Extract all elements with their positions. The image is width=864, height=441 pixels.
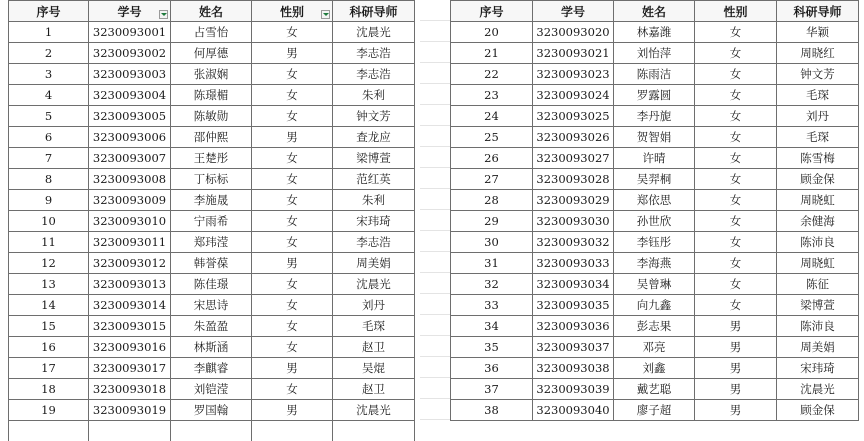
table-row [9, 316, 415, 337]
cell-advisor[interactable]: 刘丹 [333, 295, 415, 316]
table-row [451, 43, 859, 64]
left-student-table [8, 0, 415, 441]
cell-advisor[interactable]: 范红英 [333, 169, 415, 190]
cell-index[interactable]: 18 [9, 379, 89, 400]
cell-student-id[interactable]: 3230093003 [89, 64, 171, 85]
cell-student-id[interactable]: 3230093034 [533, 274, 614, 295]
header-gender[interactable] [252, 1, 333, 22]
cell-index[interactable]: 25 [451, 127, 533, 148]
cell-advisor[interactable]: 梁博萱 [333, 148, 415, 169]
cell-gender[interactable]: 女 [252, 295, 333, 316]
cell-student-id[interactable]: 3230093028 [533, 169, 614, 190]
cell-student-id[interactable]: 3230093001 [89, 22, 171, 43]
cell-name[interactable]: 邓亮 [614, 337, 695, 358]
table-row [451, 64, 859, 85]
cell-index[interactable]: 19 [9, 400, 89, 421]
cell-index[interactable]: 8 [9, 169, 89, 190]
cell-student-id[interactable]: 3230093040 [533, 400, 614, 421]
table-row [451, 232, 859, 253]
cell-index[interactable]: 23 [451, 85, 533, 106]
table-row [451, 295, 859, 316]
table-row [451, 106, 859, 127]
header-student-id[interactable]: 学号 [533, 1, 614, 22]
cell-name[interactable]: 宋思诗 [171, 295, 252, 316]
cell-index[interactable]: 7 [9, 148, 89, 169]
cell-advisor[interactable]: 华颖 [777, 22, 859, 43]
empty-cell[interactable] [252, 421, 333, 441]
cell-student-id[interactable]: 3230093004 [89, 85, 171, 106]
cell-name[interactable]: 陈佳璟 [171, 274, 252, 295]
cell-advisor[interactable]: 钟文芳 [333, 106, 415, 127]
cell-index[interactable]: 22 [451, 64, 533, 85]
cell-advisor[interactable]: 周美娟 [333, 253, 415, 274]
cell-name[interactable]: 李钰彤 [614, 232, 695, 253]
header-name[interactable]: 姓名 [171, 1, 252, 22]
table-row [451, 190, 859, 211]
cell-student-id[interactable]: 3230093030 [533, 211, 614, 232]
cell-student-id[interactable]: 3230093016 [89, 337, 171, 358]
table-row [9, 337, 415, 358]
cell-student-id[interactable]: 3230093020 [533, 22, 614, 43]
cell-index[interactable]: 29 [451, 211, 533, 232]
cell-index[interactable]: 5 [9, 106, 89, 127]
cell-advisor[interactable]: 顾金保 [777, 400, 859, 421]
cell-gender[interactable]: 女 [695, 22, 777, 43]
empty-grid-gap [420, 0, 450, 428]
empty-cell[interactable] [333, 421, 415, 441]
cell-advisor[interactable]: 赵卫 [333, 337, 415, 358]
cell-index[interactable]: 36 [451, 358, 533, 379]
cell-name[interactable]: 朱盈盈 [171, 316, 252, 337]
cell-name[interactable]: 彭志果 [614, 316, 695, 337]
cell-student-id[interactable]: 3230093012 [89, 253, 171, 274]
cell-index[interactable]: 12 [9, 253, 89, 274]
table-row [9, 22, 415, 43]
cell-gender[interactable]: 男 [252, 127, 333, 148]
cell-advisor[interactable]: 吴焜 [333, 358, 415, 379]
header-gender[interactable]: 性别 [695, 1, 777, 22]
cell-gender[interactable]: 女 [252, 379, 333, 400]
cell-index[interactable]: 17 [9, 358, 89, 379]
cell-gender[interactable]: 女 [695, 43, 777, 64]
cell-advisor[interactable]: 周晓虹 [777, 253, 859, 274]
cell-advisor[interactable]: 陈沛良 [777, 232, 859, 253]
cell-student-id[interactable]: 3230093011 [89, 232, 171, 253]
cell-name[interactable]: 宁雨希 [171, 211, 252, 232]
header-index[interactable]: 序号 [451, 1, 533, 22]
cell-name[interactable]: 张淑娴 [171, 64, 252, 85]
cell-student-id[interactable]: 3230093039 [533, 379, 614, 400]
cell-index[interactable]: 35 [451, 337, 533, 358]
cell-advisor[interactable]: 查龙应 [333, 127, 415, 148]
filter-dropdown-icon[interactable] [159, 10, 168, 19]
table-row [451, 358, 859, 379]
cell-gender[interactable]: 女 [252, 190, 333, 211]
cell-student-id[interactable]: 3230093017 [89, 358, 171, 379]
cell-name[interactable]: 孙世欣 [614, 211, 695, 232]
cell-name[interactable]: 陈璟楣 [171, 85, 252, 106]
cell-student-id[interactable]: 3230093018 [89, 379, 171, 400]
header-advisor[interactable]: 科研导师 [777, 1, 859, 22]
cell-gender[interactable]: 女 [252, 22, 333, 43]
cell-name[interactable]: 韩誉葆 [171, 253, 252, 274]
cell-student-id[interactable]: 3230093009 [89, 190, 171, 211]
cell-advisor[interactable]: 沈晨光 [333, 400, 415, 421]
cell-student-id[interactable]: 3230093021 [533, 43, 614, 64]
cell-name[interactable]: 邵仲熙 [171, 127, 252, 148]
cell-gender[interactable]: 女 [695, 232, 777, 253]
table-row [9, 127, 415, 148]
cell-gender[interactable]: 男 [252, 253, 333, 274]
cell-index[interactable]: 21 [451, 43, 533, 64]
table-row [9, 169, 415, 190]
table-row [451, 127, 859, 148]
cell-name[interactable]: 李海燕 [614, 253, 695, 274]
cell-index[interactable]: 27 [451, 169, 533, 190]
cell-student-id[interactable]: 3230093024 [533, 85, 614, 106]
cell-index[interactable]: 15 [9, 316, 89, 337]
cell-advisor[interactable]: 钟文芳 [777, 64, 859, 85]
cell-advisor[interactable]: 毛琛 [777, 85, 859, 106]
header-name[interactable]: 姓名 [614, 1, 695, 22]
cell-advisor[interactable]: 顾金保 [777, 169, 859, 190]
cell-index[interactable]: 20 [451, 22, 533, 43]
cell-student-id[interactable]: 3230093037 [533, 337, 614, 358]
table-row [9, 43, 415, 64]
empty-cell[interactable] [171, 421, 252, 441]
cell-index[interactable]: 24 [451, 106, 533, 127]
cell-gender[interactable]: 女 [695, 190, 777, 211]
cell-student-id[interactable]: 3230093014 [89, 295, 171, 316]
cell-name[interactable]: 陈敏勋 [171, 106, 252, 127]
cell-gender[interactable]: 女 [695, 127, 777, 148]
cell-advisor[interactable]: 李志浩 [333, 232, 415, 253]
cell-student-id[interactable]: 3230093008 [89, 169, 171, 190]
cell-gender[interactable]: 女 [252, 211, 333, 232]
cell-name[interactable]: 许晴 [614, 148, 695, 169]
cell-name[interactable]: 刘怡萍 [614, 43, 695, 64]
cell-advisor[interactable]: 沈晨光 [333, 274, 415, 295]
table-row [451, 337, 859, 358]
table-row [451, 22, 859, 43]
cell-index[interactable]: 9 [9, 190, 89, 211]
cell-advisor[interactable]: 沈晨光 [333, 22, 415, 43]
cell-index[interactable]: 2 [9, 43, 89, 64]
cell-advisor[interactable]: 毛琛 [333, 316, 415, 337]
cell-student-id[interactable]: 3230093026 [533, 127, 614, 148]
cell-index[interactable]: 16 [9, 337, 89, 358]
cell-student-id[interactable]: 3230093013 [89, 274, 171, 295]
cell-advisor[interactable]: 余健海 [777, 211, 859, 232]
cell-name[interactable]: 刘鑫 [614, 358, 695, 379]
cell-advisor[interactable]: 陈征 [777, 274, 859, 295]
cell-gender[interactable]: 女 [252, 64, 333, 85]
cell-student-id[interactable]: 3230093015 [89, 316, 171, 337]
right-student-table [450, 0, 859, 421]
cell-gender[interactable]: 男 [695, 337, 777, 358]
cell-student-id[interactable]: 3230093027 [533, 148, 614, 169]
cell-advisor[interactable]: 陈沛良 [777, 316, 859, 337]
cell-index[interactable]: 1 [9, 22, 89, 43]
table-row [451, 274, 859, 295]
cell-gender[interactable]: 女 [252, 232, 333, 253]
table-row [9, 106, 415, 127]
cell-student-id[interactable]: 3230093029 [533, 190, 614, 211]
table-row [451, 211, 859, 232]
cell-name[interactable]: 罗露圆 [614, 85, 695, 106]
table-row [451, 253, 859, 274]
cell-gender[interactable]: 男 [695, 379, 777, 400]
table-row [9, 358, 415, 379]
cell-advisor[interactable]: 李志浩 [333, 43, 415, 64]
cell-student-id[interactable]: 3230093036 [533, 316, 614, 337]
cell-name[interactable]: 陈雨洁 [614, 64, 695, 85]
cell-name[interactable]: 李丹旎 [614, 106, 695, 127]
cell-student-id[interactable]: 3230093033 [533, 253, 614, 274]
cell-name[interactable]: 占雪怡 [171, 22, 252, 43]
cell-gender[interactable]: 女 [695, 253, 777, 274]
cell-student-id[interactable]: 3230093002 [89, 43, 171, 64]
cell-advisor[interactable]: 沈晨光 [777, 379, 859, 400]
cell-gender[interactable]: 女 [695, 148, 777, 169]
header-student-id[interactable] [89, 1, 171, 22]
cell-gender[interactable]: 女 [695, 274, 777, 295]
cell-advisor[interactable]: 陈雪梅 [777, 148, 859, 169]
cell-name[interactable]: 林斯涵 [171, 337, 252, 358]
table-row [9, 379, 415, 400]
cell-advisor[interactable]: 梁博萱 [777, 295, 859, 316]
cell-student-id[interactable]: 3230093023 [533, 64, 614, 85]
cell-gender[interactable]: 女 [695, 169, 777, 190]
table-row [9, 211, 415, 232]
table-row [9, 148, 415, 169]
cell-name[interactable]: 李麒睿 [171, 358, 252, 379]
table-row [9, 190, 415, 211]
cell-advisor[interactable]: 周晓红 [777, 43, 859, 64]
empty-cell[interactable] [9, 421, 89, 441]
cell-name[interactable]: 何厚德 [171, 43, 252, 64]
cell-advisor[interactable]: 朱利 [333, 190, 415, 211]
table-row [9, 232, 415, 253]
table-row [451, 316, 859, 337]
cell-name[interactable]: 丁标标 [171, 169, 252, 190]
cell-name[interactable]: 郑玮滢 [171, 232, 252, 253]
cell-gender[interactable]: 女 [252, 274, 333, 295]
table-row [9, 274, 415, 295]
cell-name[interactable]: 罗国翰 [171, 400, 252, 421]
table-row [9, 253, 415, 274]
cell-index[interactable]: 33 [451, 295, 533, 316]
cell-name[interactable]: 吴曾琳 [614, 274, 695, 295]
cell-advisor[interactable]: 周晓虹 [777, 190, 859, 211]
cell-gender[interactable]: 女 [252, 148, 333, 169]
cell-index[interactable]: 10 [9, 211, 89, 232]
cell-advisor[interactable]: 赵卫 [333, 379, 415, 400]
table-row [451, 379, 859, 400]
header-gender-label: 性别 [280, 5, 304, 19]
cell-name[interactable]: 王楚彤 [171, 148, 252, 169]
cell-student-id[interactable]: 3230093032 [533, 232, 614, 253]
filter-dropdown-icon[interactable] [321, 10, 330, 19]
cell-index[interactable]: 34 [451, 316, 533, 337]
cell-gender[interactable]: 男 [252, 43, 333, 64]
cell-student-id[interactable]: 3230093038 [533, 358, 614, 379]
header-row [9, 1, 415, 22]
cell-gender[interactable]: 女 [252, 85, 333, 106]
cell-student-id[interactable]: 3230093025 [533, 106, 614, 127]
cell-gender[interactable]: 女 [695, 295, 777, 316]
cell-index[interactable]: 28 [451, 190, 533, 211]
cell-gender[interactable]: 女 [695, 64, 777, 85]
table-row [9, 85, 415, 106]
cell-advisor[interactable]: 李志浩 [333, 64, 415, 85]
header-student-id-label: 学号 [117, 5, 141, 19]
header-advisor[interactable]: 科研导师 [333, 1, 415, 22]
cell-gender[interactable]: 男 [695, 400, 777, 421]
cell-name[interactable]: 戴艺聪 [614, 379, 695, 400]
cell-advisor[interactable]: 宋玮琦 [777, 358, 859, 379]
table-row [9, 64, 415, 85]
table-row [451, 148, 859, 169]
cell-student-id[interactable]: 3230093035 [533, 295, 614, 316]
cell-advisor[interactable]: 毛琛 [777, 127, 859, 148]
cell-gender[interactable]: 男 [695, 316, 777, 337]
cell-name[interactable]: 向九鑫 [614, 295, 695, 316]
cell-gender[interactable]: 男 [252, 400, 333, 421]
header-index[interactable]: 序号 [9, 1, 89, 22]
cell-student-id[interactable]: 3230093019 [89, 400, 171, 421]
cell-name[interactable]: 贺智娟 [614, 127, 695, 148]
cell-index[interactable]: 4 [9, 85, 89, 106]
cell-index[interactable]: 3 [9, 64, 89, 85]
cell-index[interactable]: 37 [451, 379, 533, 400]
cell-name[interactable]: 李施晟 [171, 190, 252, 211]
table-row [9, 295, 415, 316]
cell-gender[interactable]: 女 [252, 169, 333, 190]
table-row [451, 400, 859, 421]
cell-advisor[interactable]: 刘丹 [777, 106, 859, 127]
cell-index[interactable]: 38 [451, 400, 533, 421]
cell-index[interactable]: 11 [9, 232, 89, 253]
cell-advisor[interactable]: 宋玮琦 [333, 211, 415, 232]
cell-gender[interactable]: 女 [252, 106, 333, 127]
header-row [451, 1, 859, 22]
cell-gender[interactable]: 女 [695, 211, 777, 232]
cell-advisor[interactable]: 周美娟 [777, 337, 859, 358]
cell-index[interactable]: 31 [451, 253, 533, 274]
cell-student-id[interactable]: 3230093005 [89, 106, 171, 127]
cell-name[interactable]: 郑依思 [614, 190, 695, 211]
cell-student-id[interactable]: 3230093006 [89, 127, 171, 148]
table-row [451, 169, 859, 190]
cell-gender[interactable]: 女 [252, 337, 333, 358]
cell-index[interactable]: 14 [9, 295, 89, 316]
cell-gender[interactable]: 女 [695, 106, 777, 127]
cell-gender[interactable]: 女 [252, 316, 333, 337]
cell-index[interactable]: 6 [9, 127, 89, 148]
cell-gender[interactable]: 男 [695, 358, 777, 379]
cell-student-id[interactable]: 3230093007 [89, 148, 171, 169]
cell-index[interactable]: 32 [451, 274, 533, 295]
cell-student-id[interactable]: 3230093010 [89, 211, 171, 232]
cell-name[interactable]: 吴羿桐 [614, 169, 695, 190]
cell-name[interactable]: 刘铠滢 [171, 379, 252, 400]
empty-cell[interactable] [89, 421, 171, 441]
cell-gender[interactable]: 女 [695, 85, 777, 106]
table-row [451, 85, 859, 106]
cell-name[interactable]: 廖子超 [614, 400, 695, 421]
cell-name[interactable]: 林嘉潍 [614, 22, 695, 43]
cell-index[interactable]: 26 [451, 148, 533, 169]
table-row [9, 400, 415, 421]
cell-advisor[interactable]: 朱利 [333, 85, 415, 106]
cell-index[interactable]: 30 [451, 232, 533, 253]
cell-gender[interactable]: 男 [252, 358, 333, 379]
cell-index[interactable]: 13 [9, 274, 89, 295]
empty-row [9, 421, 415, 441]
